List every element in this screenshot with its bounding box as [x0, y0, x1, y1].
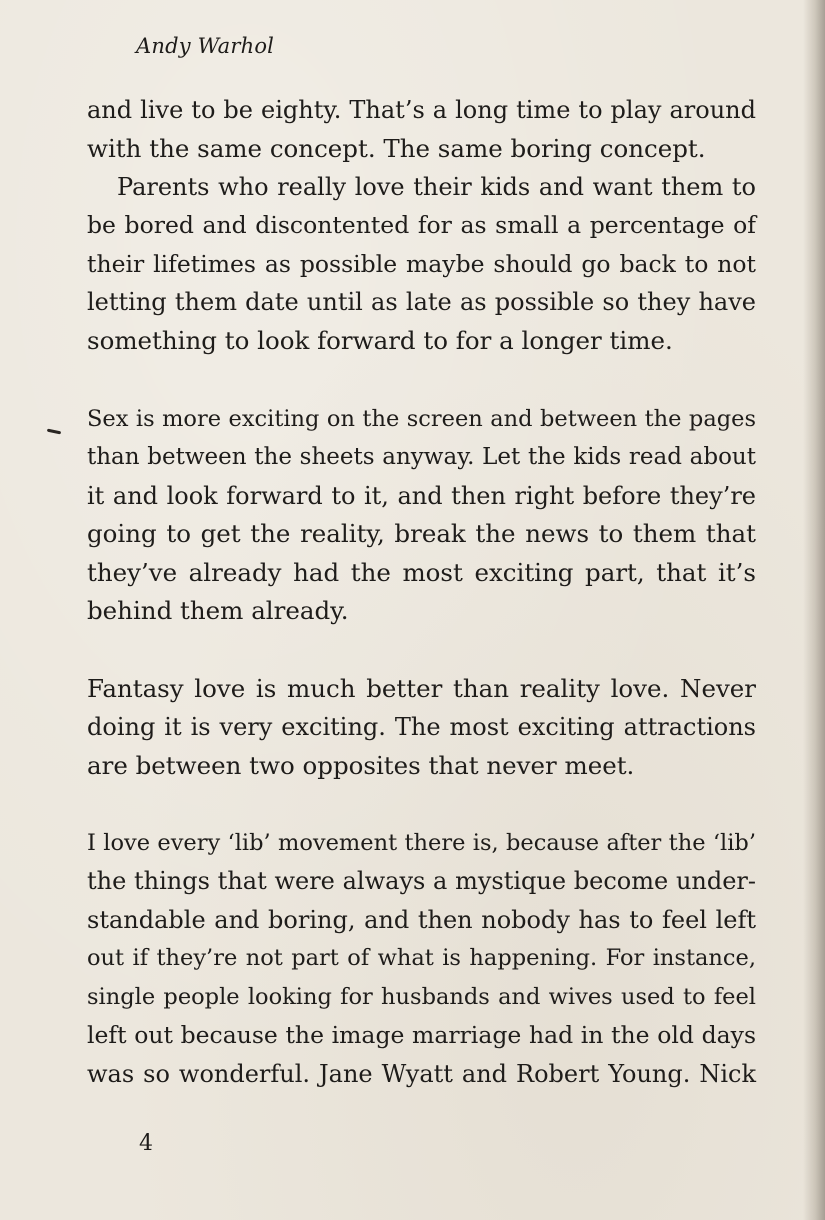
page-edge-shadow	[803, 0, 825, 1220]
text-line: standable and boring, and then nobody has to feel left	[87, 906, 756, 934]
text-line: with the same concept. The same boring concept.	[87, 134, 706, 163]
text-line: single people looking for husbands and wives used to feel	[87, 984, 756, 1010]
page-number: 4	[139, 1131, 153, 1156]
margin-pencil-mark	[47, 429, 61, 435]
text-line: it and look forward to it, and then right before they’re	[87, 482, 756, 510]
text-line: their lifetimes as possible maybe should go back to not	[87, 250, 756, 278]
text-line: are between two opposites that never meet.	[87, 751, 635, 780]
text-line: something to look forward to for a longer time.	[87, 326, 673, 355]
text-line: than between the sheets anyway. Let the kids read about	[87, 444, 756, 470]
text-line: out if they’re not part of what is happening. For instance,	[87, 945, 756, 971]
text-line: and live to be eighty. That’s a long time to play around	[87, 96, 756, 124]
text-line: letting them date until as late as possible so they have	[87, 288, 756, 316]
text-line: they’ve already had the most exciting part, that it’s	[87, 558, 756, 587]
text-line: was so wonderful. Jane Wyatt and Robert Young. Nick	[87, 1060, 756, 1088]
text-line: be bored and discontented for as small a percentage of	[87, 211, 756, 239]
text-line: behind them already.	[87, 596, 349, 625]
text-line: left out because the image marriage had in the old days	[87, 1021, 756, 1049]
text-line: the things that were always a mystique become under-	[87, 867, 756, 895]
text-line: Fantasy love is much better than reality love. Never	[87, 674, 756, 703]
running-head: Andy Warhol	[136, 34, 275, 58]
text-line: Parents who really love their kids and want them to	[117, 173, 756, 201]
text-line: Sex is more exciting on the screen and between the pages	[87, 406, 756, 432]
text-line: I love every ‘lib’ movement there is, because after the ‘lib’	[87, 830, 756, 856]
text-line: doing it is very exciting. The most exciting attractions	[87, 713, 756, 741]
text-line: going to get the reality, break the news to them that	[87, 519, 756, 548]
